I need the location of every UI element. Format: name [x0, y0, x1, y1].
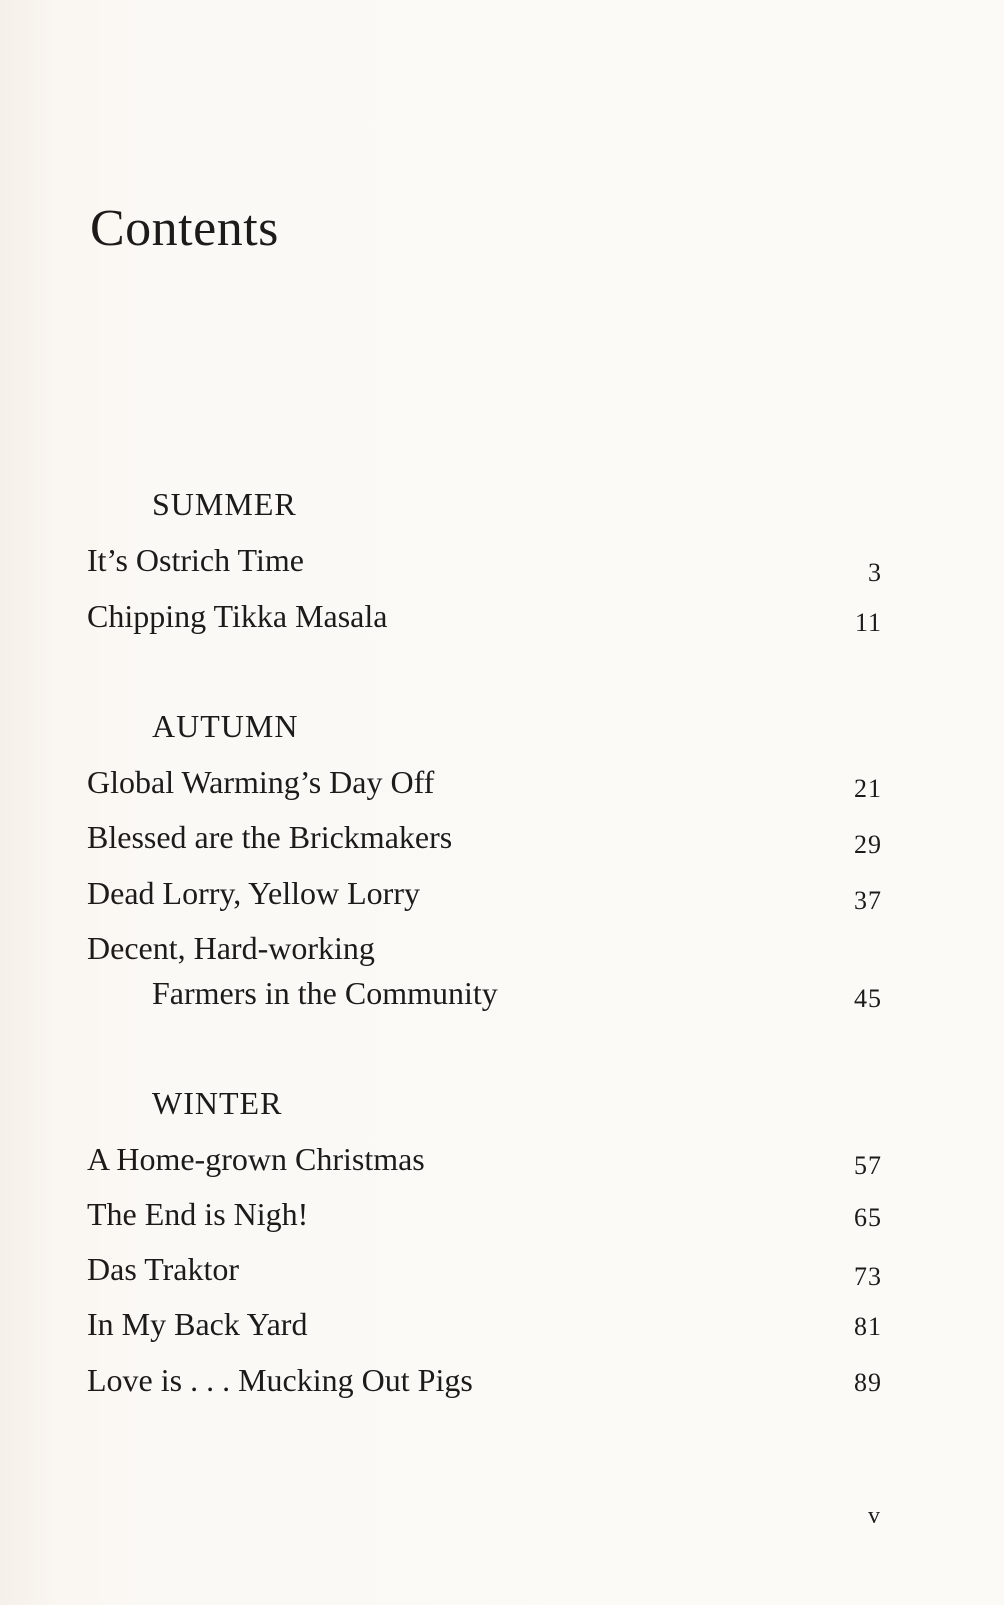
- toc-entry-page: 65: [854, 1203, 882, 1232]
- toc-entry-page: 37: [854, 886, 882, 915]
- toc-entry-page: 11: [854, 608, 882, 637]
- toc-entry-page: 45: [854, 984, 882, 1013]
- toc-entry-title: A Home-grown Christmas: [87, 1141, 425, 1177]
- toc-entry-title: Global Warming’s Day Off: [87, 764, 435, 800]
- toc-entry-page: 21: [854, 774, 882, 803]
- toc-entry-title: Dead Lorry, Yellow Lorry: [87, 875, 420, 911]
- toc-entry-title: The End is Nigh!: [87, 1196, 309, 1232]
- toc-entry-title: Das Traktor: [87, 1251, 240, 1287]
- section-heading-summer: SUMMER: [152, 486, 297, 522]
- toc-entry-title: Blessed are the Brickmakers: [87, 819, 453, 855]
- toc-entry-page: 3: [868, 558, 882, 587]
- toc-entry-title: In My Back Yard: [87, 1306, 308, 1342]
- toc-entry-page: 81: [854, 1312, 882, 1341]
- toc-entry-page: 73: [854, 1262, 882, 1291]
- toc-entry-title: Love is . . . Mucking Out Pigs: [87, 1362, 473, 1398]
- page-title: Contents: [90, 200, 279, 257]
- toc-entry-title-line1: Decent, Hard-working: [87, 930, 375, 966]
- section-heading-winter: WINTER: [152, 1085, 283, 1121]
- toc-entry-title: It’s Ostrich Time: [87, 542, 304, 578]
- toc-entry-title-line2: Farmers in the Community: [152, 975, 498, 1011]
- toc-entry-page: 29: [854, 830, 882, 859]
- toc-entry-page: 57: [854, 1151, 882, 1180]
- toc-entry-page: 89: [854, 1368, 882, 1397]
- page-folio: v: [868, 1503, 880, 1529]
- section-heading-autumn: AUTUMN: [152, 708, 299, 744]
- toc-entry-title: Chipping Tikka Masala: [87, 598, 388, 634]
